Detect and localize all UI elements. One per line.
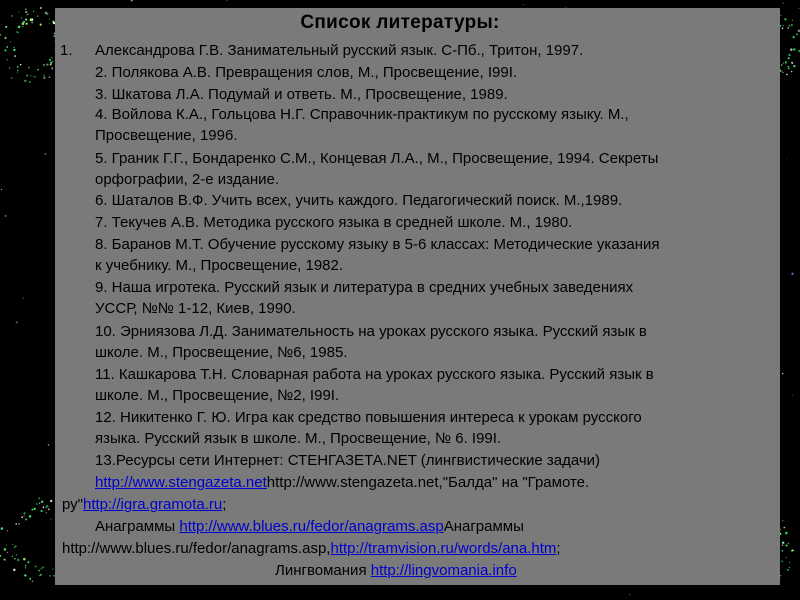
anagrams-link[interactable]: http://www.blues.ru/fedor/anagrams.asp — [179, 518, 444, 535]
list-item-12: 12. Никитенко Г. Ю. Игра как средство повышения интереса к урокам русского — [95, 409, 642, 426]
tramvision-link[interactable]: http://tramvision.ru/words/ana.htm — [330, 540, 557, 557]
list-marker: 1. — [60, 42, 73, 59]
list-item-12-cont: языка. Русский язык в школе. М., Просвещение, № 6. I99I. — [95, 430, 502, 447]
list-item-7: 7. Текучев А.В. Методика русского языка в средней школе. М., 1980. — [95, 214, 573, 231]
list-item-11-cont: школе. М., Просвещение, №2, I99I. — [95, 387, 340, 404]
list-item-3: 3. Шкатова Л.А. Подумай и ответь. М., Просвещение, 1989. — [95, 86, 508, 103]
lingvomania-label: Лингвомания — [275, 562, 371, 579]
gramota-link[interactable]: http://igra.gramota.ru — [83, 496, 223, 513]
resource-line-3 — [95, 518, 524, 536]
list-item-10: 10. Эрниязова Л.Д. Занимательность на уроках русского языка. Русский язык в — [95, 323, 647, 340]
list-item-5: 5. Граник Г.Г., Бондаренко С.М., Концевая Л.А., М., Просвещение, 1994. Секреты — [95, 150, 659, 167]
page-title: Список литературы: — [300, 12, 500, 33]
gramota-suffix: ; — [222, 496, 227, 513]
list-item-1: Александрова Г.В. Занимательный русский язык. С-Пб., Тритон, 1997. — [95, 42, 584, 59]
resource-line-5 — [275, 562, 517, 580]
tramvision-suffix: ; — [556, 540, 561, 557]
list-item-9: 9. Наша игротека. Русский язык и литература в средних учебных заведениях — [95, 279, 634, 296]
stengazeta-text: http://www.stengazeta.net,"Балда" на "Грамоте. — [266, 474, 590, 491]
list-item-9-cont: УССР, №№ 1-12, Киев, 1990. — [95, 300, 296, 317]
anagrams-label-2: Анаграммы — [443, 518, 524, 535]
stengazeta-link[interactable]: http://www.stengazeta.net — [95, 474, 267, 491]
lingvomania-link[interactable]: http://lingvomania.info — [370, 562, 517, 579]
list-item-11: 11. Кашкарова Т.Н. Словарная работа на уроках русского языка. Русский язык в — [95, 366, 654, 383]
list-item-8-cont: к учебнику. М., Просвещение, 1982. — [95, 257, 344, 274]
list-item-2: 2. Полякова А.В. Превращения слов, М., Просвещение, I99I. — [95, 64, 518, 81]
list-item-4-cont: Просвещение, 1996. — [95, 127, 238, 144]
list-item-6: 6. Шаталов В.Ф. Учить всех, учить каждого. Педагогический поиск. М.,1989. — [95, 192, 623, 209]
list-item-5-cont: орфографии, 2-е издание. — [95, 171, 279, 188]
list-item-13: 13.Ресурсы сети Интернет: СТЕНГАЗЕТА.NET (лингвистические задачи) — [95, 452, 601, 469]
anagrams-label: Анаграммы — [95, 518, 180, 535]
resource-line-2 — [62, 496, 226, 514]
list-item-4: 4. Войлова К.А., Гольцова Н.Г. Справочник-практикум по русскому языку. М., — [95, 106, 629, 123]
anagrams-url-text: http://www.blues.ru/fedor/anagrams.asp, — [62, 540, 331, 557]
list-item-8: 8. Баранов М.Т. Обучение русскому языку в 5-6 классах: Методические указания — [95, 236, 660, 253]
gramota-prefix: ру" — [62, 496, 83, 513]
list-item-10-cont: школе. М., Просвещение, №6, 1985. — [95, 344, 348, 361]
resource-line-4 — [62, 540, 561, 558]
resource-line-1 — [95, 474, 589, 492]
